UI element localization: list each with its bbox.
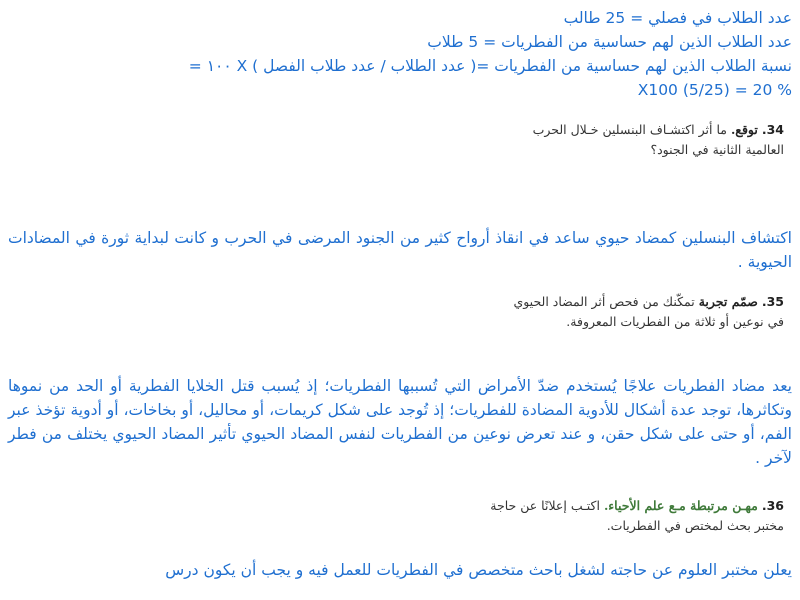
question-number: 36. bbox=[761, 498, 784, 513]
answer-line-class-count: عدد الطلاب في فصلي = 25 طالب bbox=[563, 9, 792, 27]
question-text: اكتـب إعلانًا عن حاجة bbox=[490, 498, 600, 513]
answer-line-ratio-result: % 20 = (5/25) X100 bbox=[637, 81, 792, 99]
question-keyword: صمّم تجربة bbox=[698, 294, 758, 309]
answer-block-top bbox=[8, 6, 792, 102]
question-35 bbox=[474, 292, 784, 332]
answer-35: يعد مضاد الفطريات علاجًا يُستخدم ضدّ الأمراض التي تُسببها الفطريات؛ إذ يُسبب قتل الخلايا الفطرية أو الحد من نموها وتكاثرها، توجد عدة أشكال للأدوية المضادة للفطريات؛ إذ تُوجد على شكل كريمات، أو محاليل، أو بخاخات، أو أدوية تؤخذ عبر الفم، أو حتى على شكل حقن، و عند تعرض نوعين من الفطريات لنفس المضاد الحيوي تأثير المضاد الحيوي يختلف من فطر لآخر . bbox=[8, 377, 792, 467]
question-34 bbox=[474, 120, 784, 160]
question-keyword: توقع. bbox=[730, 122, 758, 137]
question-text-cont: في نوعين أو ثلاثة من الفطريات المعروفة. bbox=[566, 314, 784, 329]
answer-34: اكتشاف البنسلين كمضاد حيوي ساعد في انقاذ أرواح كثير من الجنود المرضى في الحرب و كانت لبداية ثورة في المضادات الحيوية . bbox=[8, 229, 792, 271]
question-keyword: مهـن مرتبطة مـع علم الأحياء. bbox=[603, 498, 758, 513]
question-number: 35. bbox=[761, 294, 784, 309]
question-text: تمكّنك من فحص أثر المضاد الحيوي bbox=[513, 294, 695, 309]
question-36 bbox=[474, 496, 784, 536]
question-text-cont: العالمية الثانية في الجنود؟ bbox=[650, 142, 784, 157]
answer-line-allergy-count: عدد الطلاب الذين لهم حساسية من الفطريات = 5 طلاب bbox=[427, 33, 792, 51]
question-text: ما أثر اكتشـاف البنسلين خـلال الحرب bbox=[532, 122, 727, 137]
answer-line-ratio-formula: نسبة الطلاب الذين لهم حساسية من الفطريات =( عدد الطلاب / عدد طلاب الفصل ) X ١٠٠ = bbox=[188, 57, 792, 75]
question-text-cont: مختبر بحث لمختص في الفطريات. bbox=[606, 518, 784, 533]
answer-36: يعلن مختبر العلوم عن حاجته لشغل باحث متخصص في الفطريات للعمل فيه و يجب أن يكون درس bbox=[165, 561, 792, 579]
question-number: 34. bbox=[761, 122, 784, 137]
